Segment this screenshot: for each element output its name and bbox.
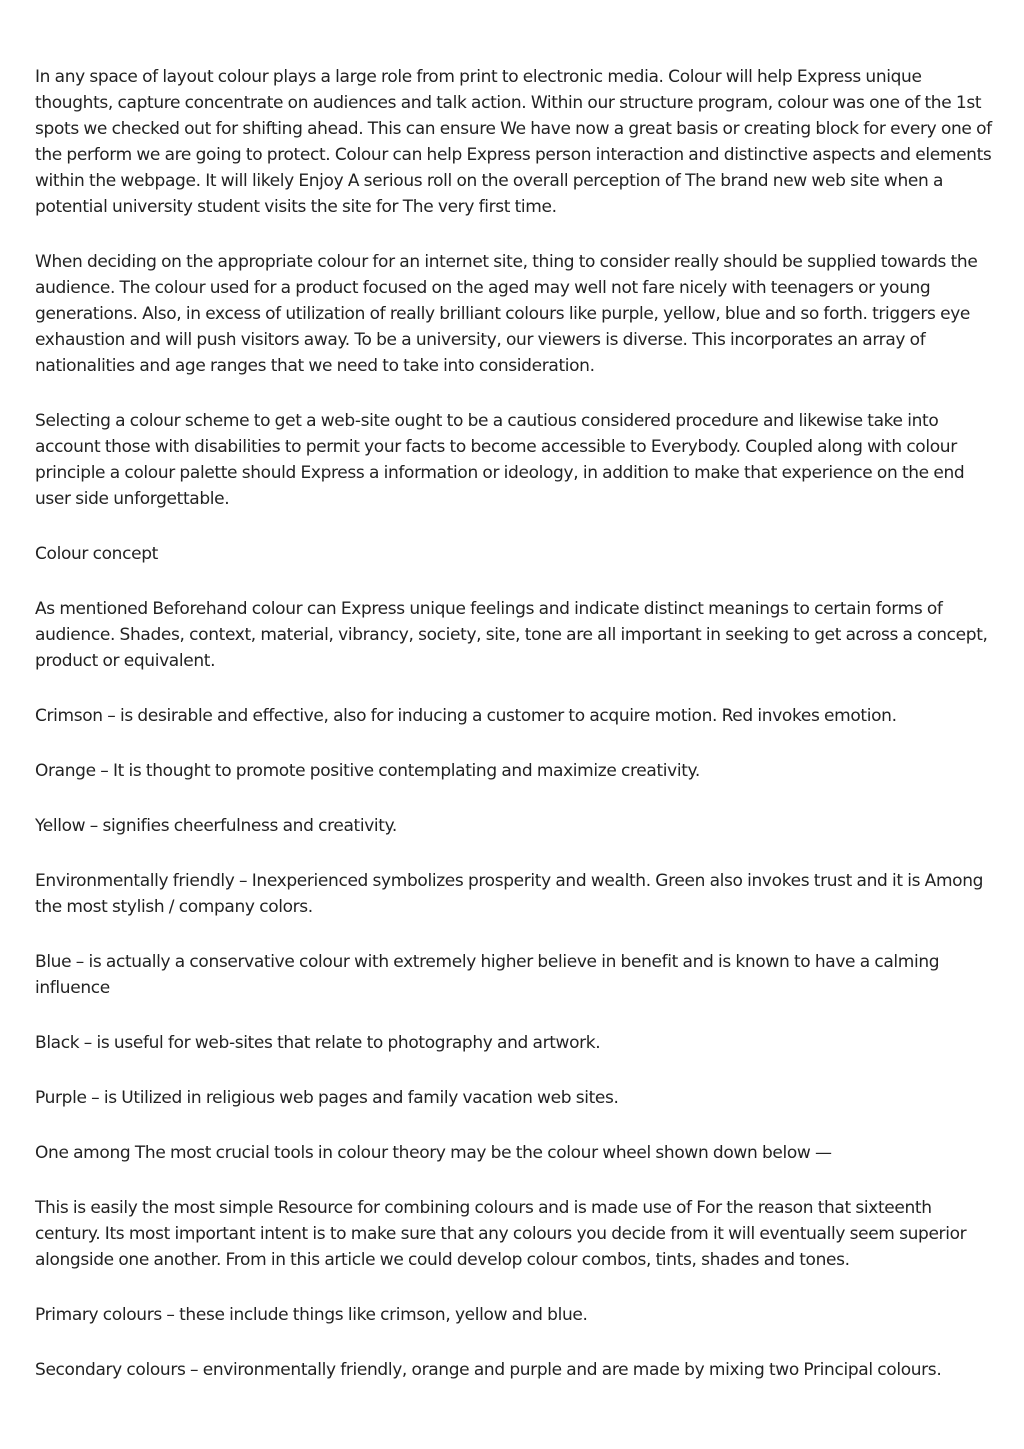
paragraph-audience: When deciding on the appropriate colour for an internet site, thing to consider really should be supplied towards the audience. The colour used for a product focused on the aged may well not fare nicely with teenagers or young generations. Also, in excess of utilization of really brilliant colours like purple, yellow, blue and so forth. triggers eye exhaustion and will push visitors away. To be a university, our viewers is diverse. This incorporates an array of nationalities and age ranges that we need to take into consideration. [35,252,978,376]
paragraph-colour-wheel: One among The most crucial tools in colour theory may be the colour wheel shown down below — [35,1143,832,1163]
paragraph-intro: In any space of layout colour plays a large role from print to electronic media. Colour will help Express unique thoughts, capture concentrate on audiences and talk action. Within our structure program, colour was one of the 1st spots we checked out for shifting ahead. This can ensure We have now a great basis or creating block for every one of the perform we are going to protect. Colour can help Express person interaction and distinctive aspects and elements within the webpage. It will likely Enjoy A serious roll on the overall perception of The brand new web site when a potential university student visits the site for The very first time. [35,67,992,217]
paragraph-green: Environmentally friendly – Inexperienced symbolizes prosperity and wealth. Green also invokes trust and it is Among the most stylish / company colors. [35,871,984,917]
paragraph-secondary-colours: Secondary colours – environmentally friendly, orange and purple and are made by mixing two Principal colours. [35,1360,942,1380]
document-body [35,64,993,1412]
paragraph-yellow: Yellow – signifies cheerfulness and creativity. [35,816,397,836]
paragraph-blue: Blue – is actually a conservative colour with extremely higher believe in benefit and is known to have a calming influence [35,952,940,998]
section-heading-colour-concept: Colour concept [35,544,158,564]
paragraph-meanings: As mentioned Beforehand colour can Express unique feelings and indicate distinct meanings to certain forms of audience. Shades, context, material, vibrancy, society, site, tone are all important in seeking to get across a concept, product or equivalent. [35,599,988,671]
paragraph-purple: Purple – is Utilized in religious web pages and family vacation web sites. [35,1088,619,1108]
paragraph-colour-scheme: Selecting a colour scheme to get a web-site ought to be a cautious considered procedure and likewise take into account those with disabilities to permit your facts to become accessible to Everybody. Coupled along with colour principle a colour palette should Express a information or ideology, in addition to make that experience on the end user side unforgettable. [35,411,965,509]
paragraph-orange: Orange – It is thought to promote positive contemplating and maximize creativity. [35,761,700,781]
paragraph-resource: This is easily the most simple Resource for combining colours and is made use of For the reason that sixteenth century. Its most important intent is to make sure that any colours you decide from it will eventually seem superior alongside one another. From in this article we could develop colour combos, tints, shades and tones. [35,1198,967,1270]
paragraph-primary-colours: Primary colours – these include things like crimson, yellow and blue. [35,1305,588,1325]
paragraph-black: Black – is useful for web-sites that relate to photography and artwork. [35,1033,601,1053]
paragraph-crimson: Crimson – is desirable and effective, also for inducing a customer to acquire motion. Red invokes emotion. [35,706,897,726]
